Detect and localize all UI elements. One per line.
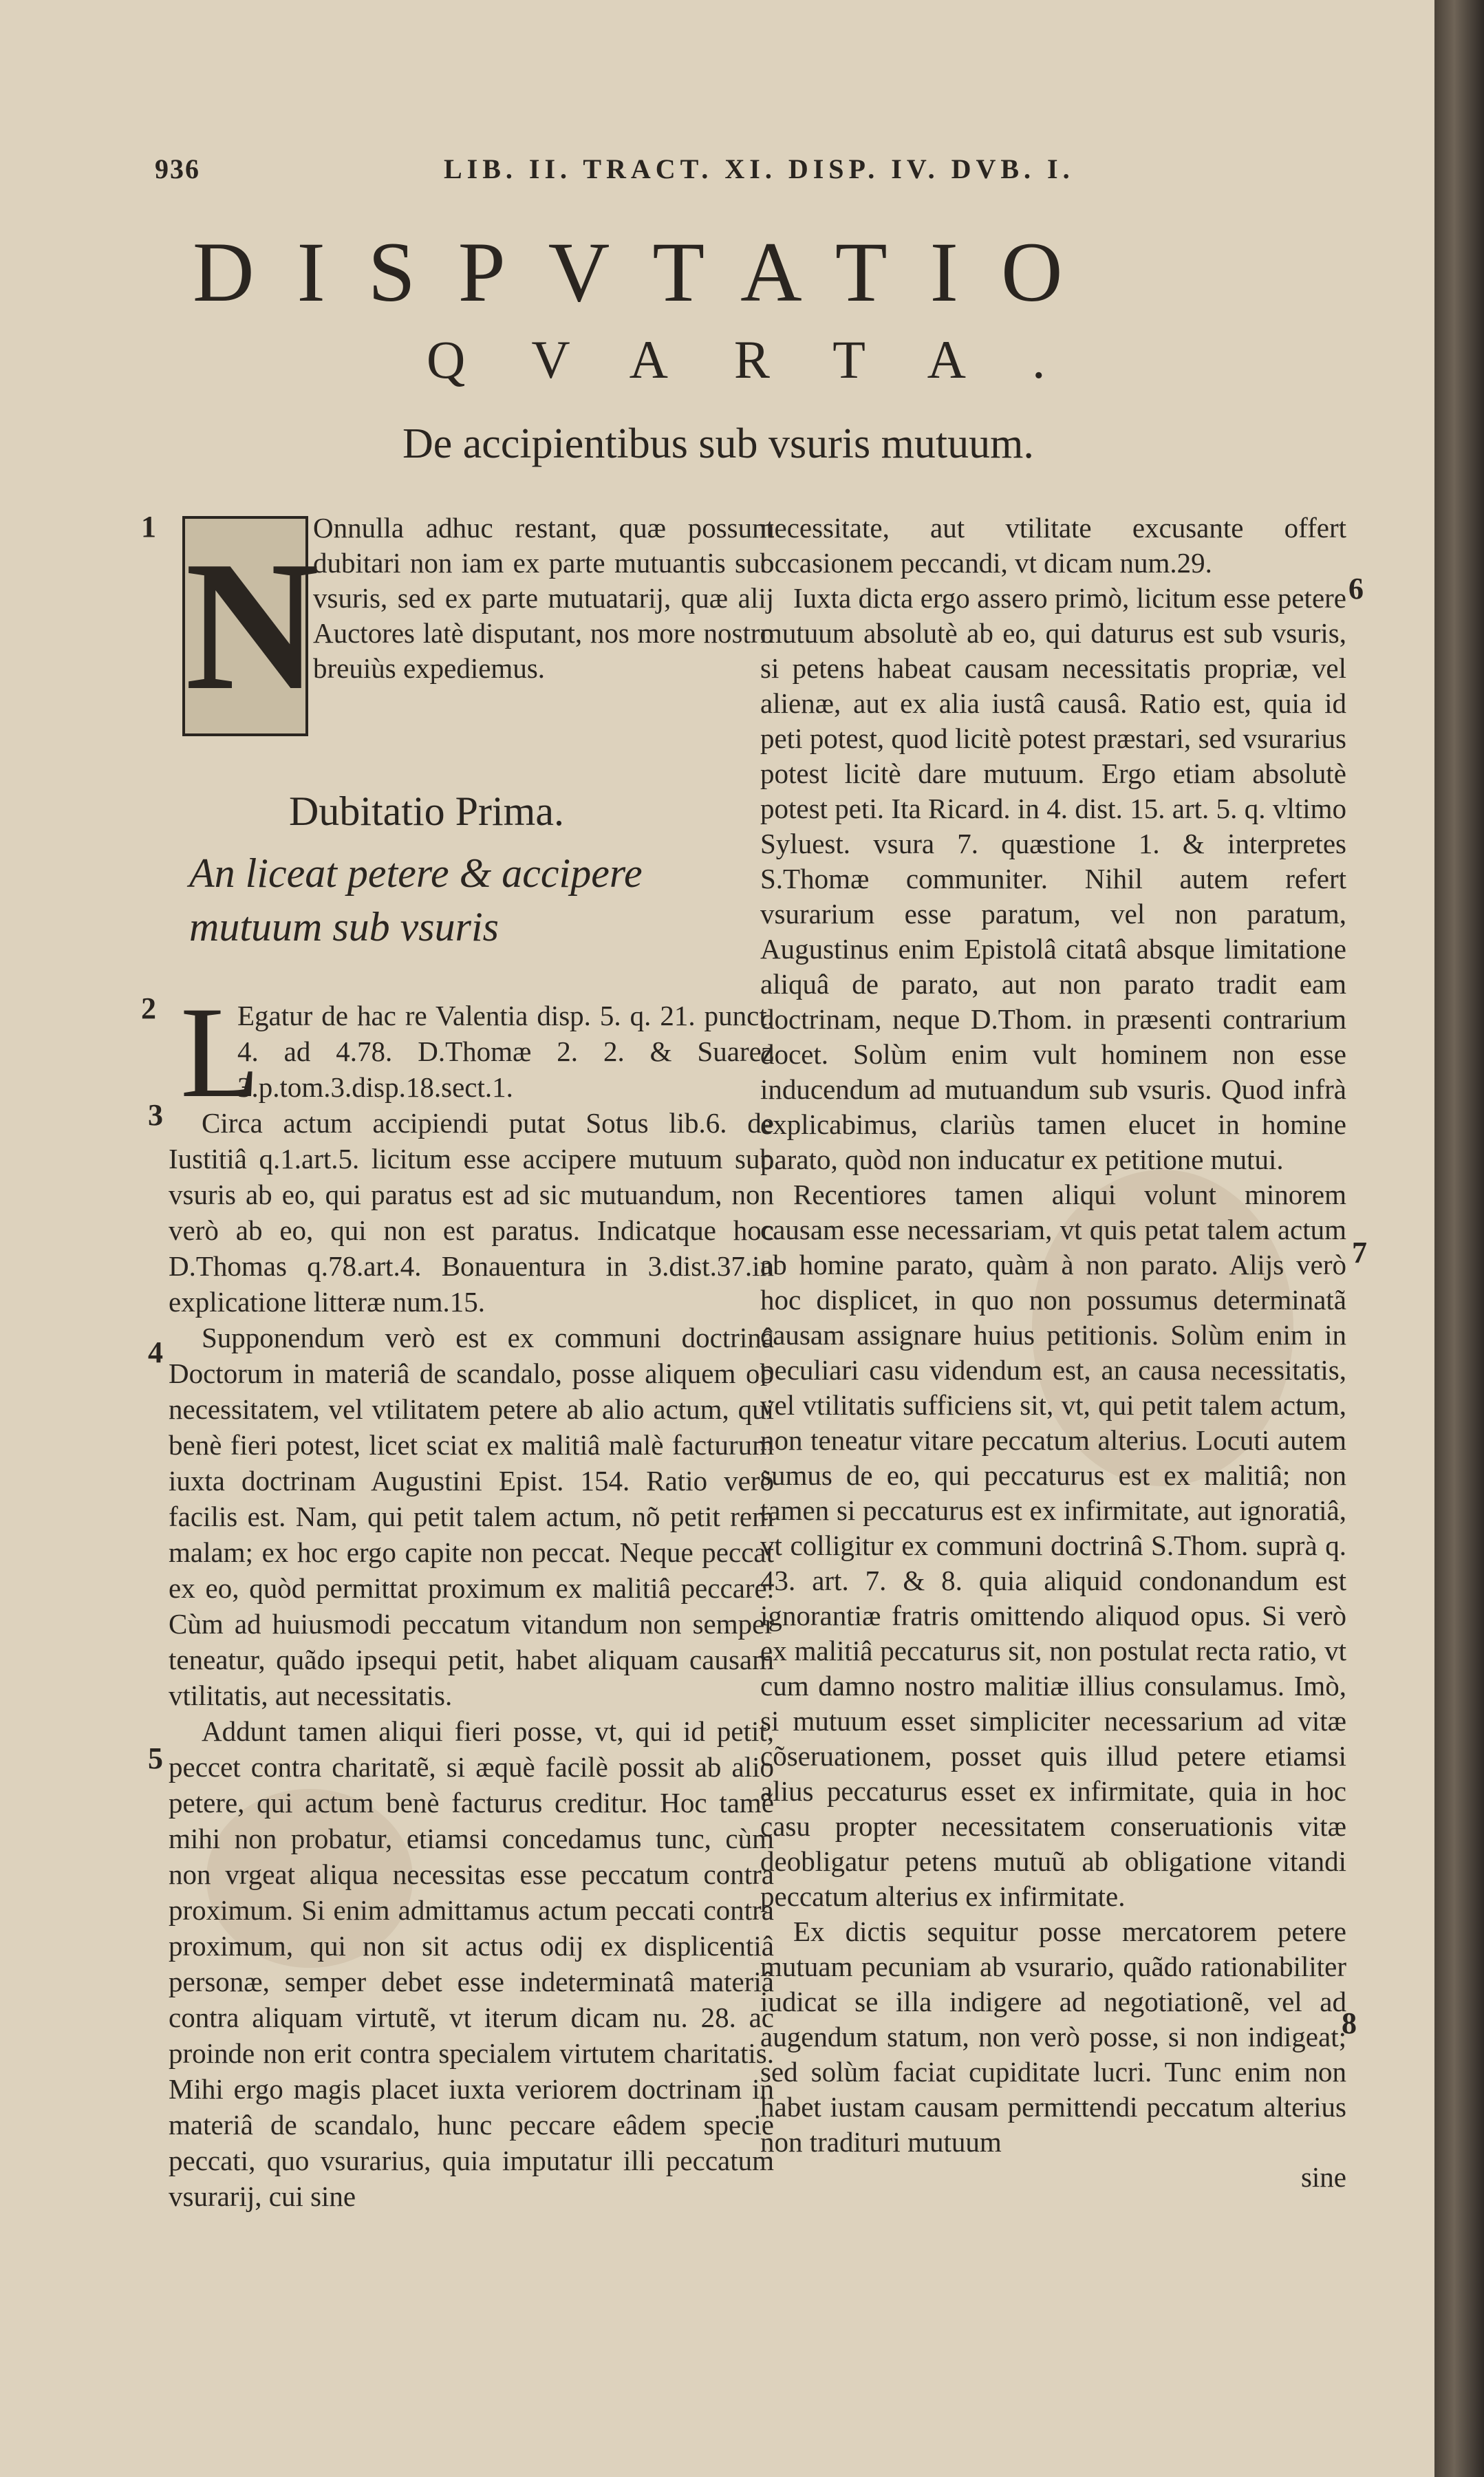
- margin-number: 8: [1342, 2006, 1357, 2040]
- dubitatio-heading: Dubitatio Prima.: [289, 789, 564, 834]
- margin-number: 2: [141, 991, 156, 1025]
- dubitatio-question: An liceat petere & accipere mutuum sub vsuris: [189, 850, 643, 950]
- running-title: LIB. II. TRACT. XI. DISP. IV. DVB. I.: [444, 153, 1075, 184]
- margin-number: 5: [148, 1741, 163, 1775]
- catchword: sine: [1300, 2161, 1346, 2193]
- drop-initial: L: [180, 980, 261, 1125]
- book-gutter: [1434, 0, 1484, 2477]
- running-head: [155, 153, 1393, 201]
- margin-number: 1: [141, 510, 156, 544]
- margin-number: 4: [148, 1336, 163, 1369]
- paragraph-5-continued: necessitate, aut vtilitate excusante offert occasionem peccandi, vt dicam num.29.: [760, 512, 1346, 579]
- paragraph-8: Ex dictis sequitur posse mercatorem petere mutuam pecuniam ab vsurario, quãdo rationabiliter iudicat se illa indigere ad negotiationẽ, vel ad augendum statum, non verò posse, si non indigeat; sed solùm faciat cupiditate lucri. Tunc enim non habet iustam causam permittendi peccatum alterius non tradituri mutuum: [760, 1916, 1346, 2158]
- paragraph-3: Circa actum accipiendi putat Sotus lib.6. de Iustitiâ q.1.art.5. licitum esse accipere mutuum sub vsuris ab eo, qui paratus est ad sic mutuandum, non verò ab eo, qui non est paratus. Indicatque hoc D.Thomas q.78.art.4. Bonauentura in 3.dist.37.in explicatione litteræ num.15.: [169, 1107, 774, 1318]
- title-line-1: DISPVTATIO: [193, 225, 1106, 319]
- decorated-initial: N: [182, 516, 308, 736]
- margin-number: 7: [1352, 1236, 1367, 1269]
- title-line-2: QVARTA.: [427, 330, 1112, 389]
- intro-paragraph: Onnulla adhuc restant, quæ possunt dubitari non iam ex parte mutuantis sub vsuris, sed ex parte mutuatarij, quæ alij Auctores latè disputant, nos more nostro breuiùs expediemus.: [313, 512, 774, 684]
- paragraph-5: Addunt tamen aliqui fieri posse, vt, qui id petit, peccet contra charitatẽ, si æquè facilè possit ab alio petere, qui actum benè facturus creditur. Hoc tamẽ mihi non probatur, etiamsi concedamus tunc, cùm non vrgeat aliqua necessitas esse peccatum contra proximum. Si enim admittamus actum peccati contra proximum, qui non sit actus odij ex displicentiâ personæ, semper debet esse indeterminatâ materiâ contra aliquam virtutẽ, vt iterum dicam nu. 28. ac proinde non erit contra specialem virtutem charitatis. Mihi ergo magis placet iuxta veriorem doctrinam in materiâ de scandalo, hunc peccare eâdem specie peccati, quo vsurarius, quia imputatur illi peccatum vsurarij, cui sine: [169, 1715, 774, 2212]
- subtitle: De accipientibus sub vsuris mutuum.: [402, 420, 1034, 467]
- margin-number: 6: [1348, 572, 1364, 605]
- paragraph-4: Supponendum verò est ex communi doctrinâ Doctorum in materiâ de scandalo, posse aliquem ob necessitatem, vel vtilitatem petere ab alio actum, qui benè fieri potest, licet sciat ex malitiâ malè facturum iuxta doctrinam Augustini Epist. 154. Ratio verò facilis est. Nam, qui petit talem actum, nõ petit rem malam; ex hoc ergo capite non peccat. Neque peccat ex eo, quòd permittat proximum ex malitiâ peccare. Cùm ad huiusmodi peccatum vitandum non semper teneatur, quãdo ipsequi petit, habet aliquam causam vtilitatis, aut necessitatis.: [169, 1322, 774, 1711]
- left-column-body: [169, 980, 774, 2214]
- page-number: 936: [155, 153, 200, 184]
- margin-number: 3: [148, 1098, 163, 1132]
- paragraph-7: Recentiores tamen aliqui volunt minorem causam esse necessariam, vt quis petat talem actum ab homine parato, quàm à non parato. Alijs verò hoc displicet, in quo non possumus determinatã causam assignare huius petitionis. Solùm enim in peculiari casu videndum est, an causa necessitatis, vel vtilitatis sufficiens sit, vt, qui petit talem actum, non teneatur vitare peccatum alterius. Locuti autem sumus de eo, qui peccaturus est ex malitiâ; non tamen si peccaturus est ex infirmitate, aut ignoratiâ, vt colligitur ex communi doctrinâ S.Thom. suprà q. 43. art. 7. & 8. quia aliquid condonandum est ignorantiæ fratris omittendo aliquod opus. Si verò ex malitiâ peccaturus sit, non postulat recta ratio, vt cum damno nostro malitiæ illius consulamus. Imò, si mutuum esset simpliciter necessarium ad vitæ cõseruationem, posset quis illud petere etiamsi alius peccaturus esset ex infirmitate, quia in hoc casu propter necessitatem conseruationis vitæ deobligatur petens mutuũ ab obligatione vitandi peccatum alterius ex infirmitate.: [760, 1179, 1346, 1912]
- right-column: [760, 511, 1346, 2195]
- paragraph-2: Egatur de hac re Valentia disp. 5. q. 21. punct. 4. ad 4.78. D.Thomæ 2. 2. & Suarez 3.p.tom.3.disp.18.sect.1.: [237, 1000, 774, 1103]
- paragraph-6: Iuxta dicta ergo assero primò, licitum esse petere mutuum absolutè ab eo, qui daturus est sub vsuris, si petens habeat causam necessitatis propriæ, vel alienæ, aut ex alia iustâ causâ. Ratio est, quia id peti potest, quod licitè potest præstari, sed vsurarius potest licitè dare mutuum. Ergo etiam absolutè potest peti. Ita Ricard. in 4. dist. 15. art. 5. q. vltimo Syluest. vsura 7. quæstione 1. & interpretes S.Thomæ communiter. Nihil autem refert vsurarium esse paratum, vel non paratum, Augustinus enim Epistolâ citatâ absque limitatione aliquâ de parato, aut non parato tradit eam doctrinam, neque D.Thom. in præsenti contrarium docet. Solùm enim vult hominem non esse inducendum ad mutuandum sub vsuris. Quod infrà explicabimus, clariùs tamen elucet in homine parato, quòd non inducatur ex petitione mutui.: [760, 582, 1346, 1175]
- left-column: [169, 511, 774, 686]
